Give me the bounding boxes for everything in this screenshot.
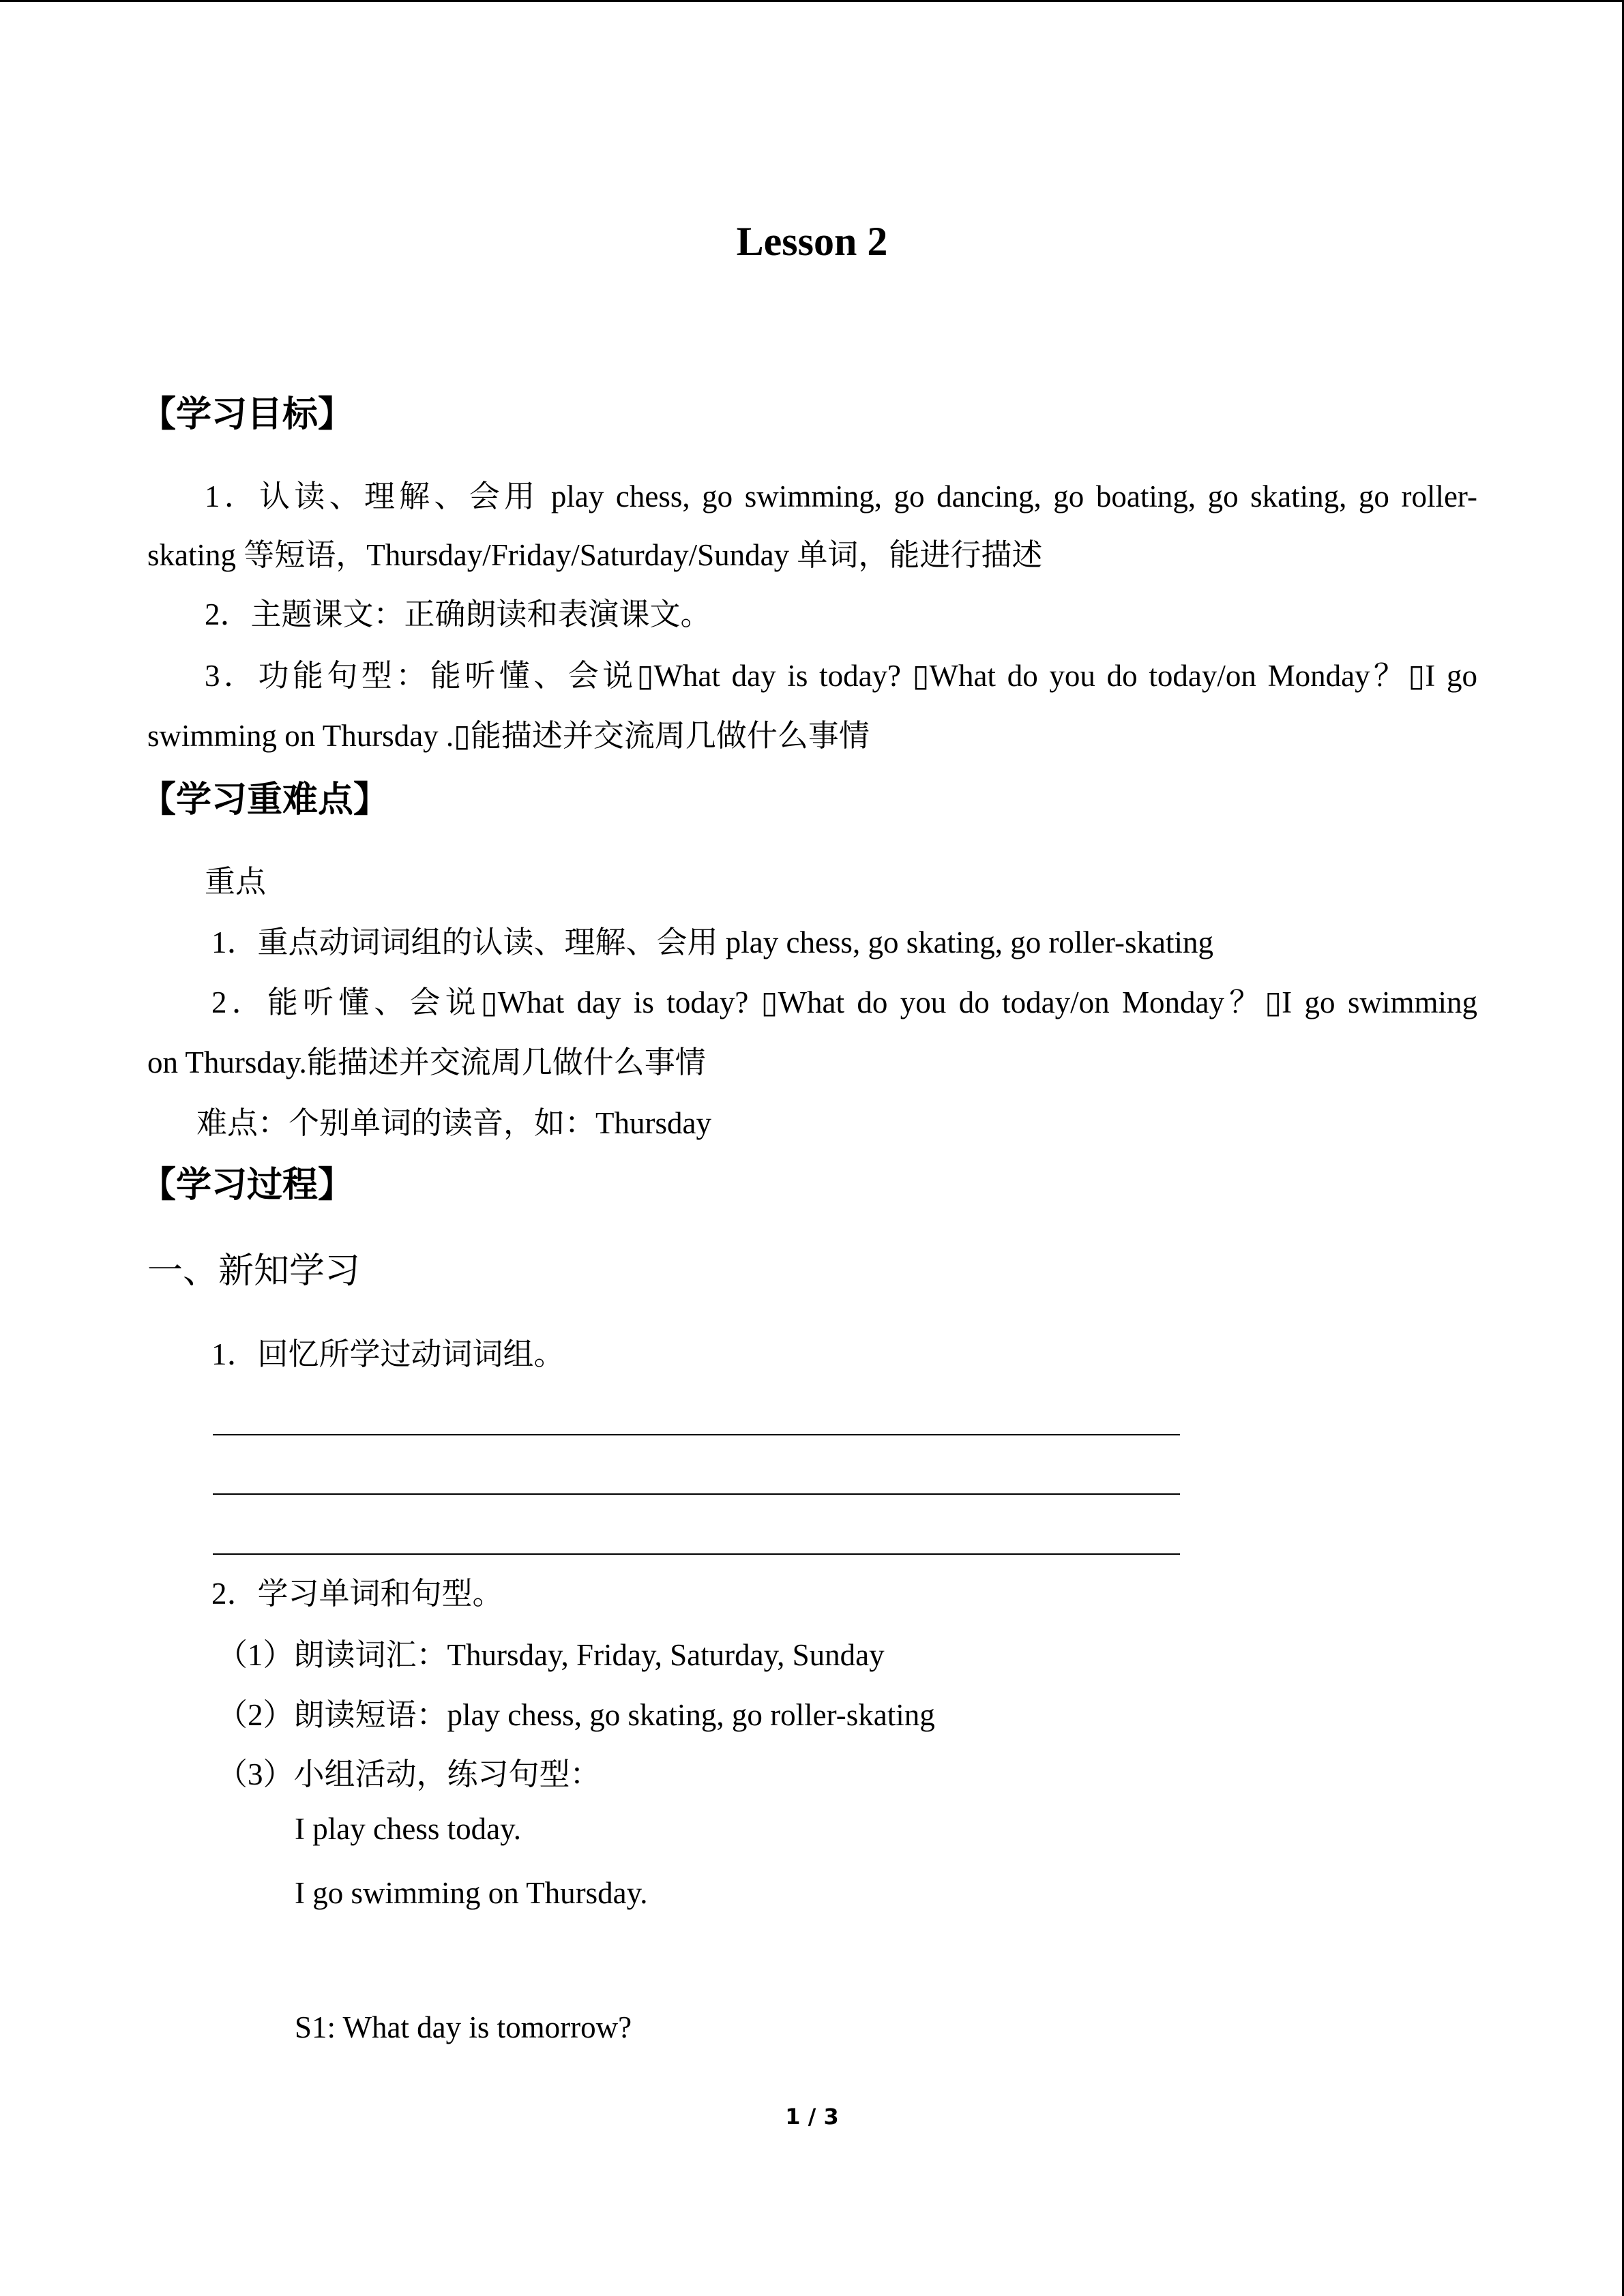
sub-item-2: （2）朗读短语：play chess, go skating, go roller-skating <box>217 1698 935 1732</box>
step-2: 2．学习单词和句型。 <box>211 1577 503 1611</box>
key-point-item-2-line-1: 2．能听懂、会说▯What day is today? ▯What do you do today/on Monday？▯I go swimming <box>211 985 1477 1019</box>
key-point-item-2-line-2: on Thursday.能描述并交流周几做什么事情 <box>147 1045 706 1079</box>
objective-item-1-line-1: 1．认读、理解、会用 play chess, go swimming, go dancing, go boating, go skating, go roller- <box>205 479 1477 513</box>
page-title: Lesson 2 <box>736 219 888 264</box>
example-sentence-1: I play chess today. <box>295 1812 521 1846</box>
step-1: 1．回忆所学过动词词组。 <box>211 1337 565 1371</box>
key-points-label: 重点 <box>205 865 267 899</box>
answer-blank-line-1[interactable] <box>213 1434 1180 1435</box>
page-number: 1 / 3 <box>785 2104 839 2130</box>
process-heading: 【学习过程】 <box>141 1165 354 1206</box>
objectives-heading: 【学习目标】 <box>141 394 354 435</box>
objective-item-2: 2．主题课文：正确朗读和表演课文。 <box>205 597 711 631</box>
key-point-item-1: 1．重点动词词组的认读、理解、会用 play chess, go skating, go roller-skating <box>211 925 1213 959</box>
key-points-heading: 【学习重难点】 <box>141 779 389 820</box>
section-new-knowledge: 一、新知学习 <box>147 1252 361 1291</box>
example-sentence-2: I go swimming on Thursday. <box>295 1876 648 1910</box>
objective-item-3-line-1: 3．功能句型：能听懂、会说▯What day is today? ▯What do you do today/on Monday？▯I go <box>205 659 1477 693</box>
objective-item-1-line-2: skating 等短语，Thursday/Friday/Saturday/Sunday 单词，能进行描述 <box>147 538 1043 572</box>
difficulty-line: 难点：个别单词的读音，如：Thursday <box>196 1106 711 1140</box>
sub-item-1: （1）朗读词汇：Thursday, Friday, Saturday, Sunday <box>217 1638 885 1672</box>
objective-item-3-line-2: swimming on Thursday .▯能描述并交流周几做什么事情 <box>147 719 870 753</box>
dialog-line-1: S1: What day is tomorrow? <box>295 2010 632 2044</box>
answer-blank-line-2[interactable] <box>213 1493 1180 1495</box>
answer-blank-line-3[interactable] <box>213 1553 1180 1555</box>
sub-item-3: （3）小组活动，练习句型： <box>217 1757 601 1791</box>
